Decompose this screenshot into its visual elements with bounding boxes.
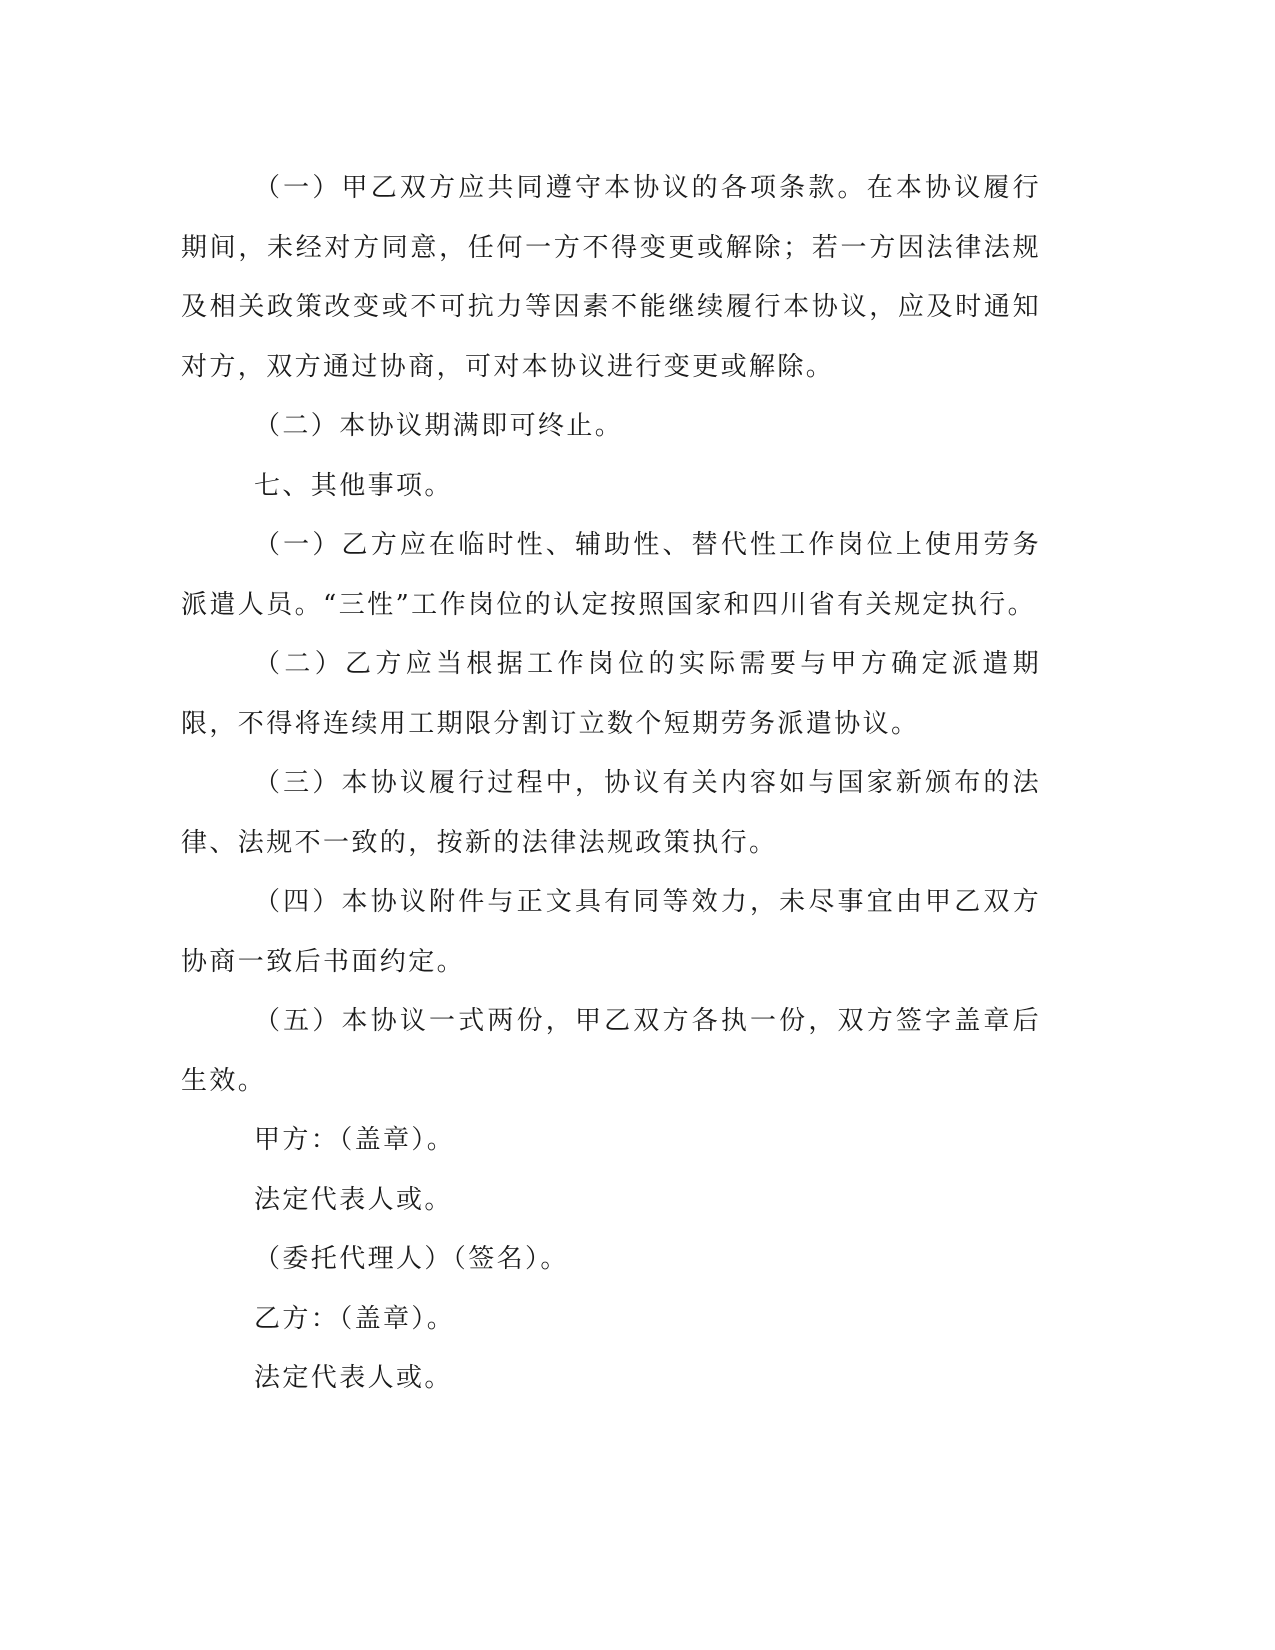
paragraph-clause-1-termination-change: （一）甲乙双方应共同遵守本协议的各项条款。在本协议履行期间，未经对方同意，任何一方不得变更或解除；若一方因法律法规及相关政策改变或不可抗力等因素不能继续履行本协议，应及时通知对方，双方通过协商，可对本协议进行变更或解除。 [181, 173, 1041, 382]
paragraph-other-5-copies: （五）本协议一式两份，甲乙双方各执一份，双方签字盖章后生效。 [181, 1006, 1041, 1096]
paragraph-other-2-dispatch-term: （二）乙方应当根据工作岗位的实际需要与甲方确定派遣期限，不得将连续用工期限分割订立数个短期劳务派遣协议。 [181, 649, 1041, 739]
paragraph-other-3-new-laws: （三）本协议履行过程中，协议有关内容如与国家新颁布的法律、法规不一致的，按新的法律法规政策执行。 [181, 768, 1041, 858]
party-a-seal-line: 甲方：（盖章）。 [254, 1125, 456, 1155]
party-b-representative-line: 法定代表人或。 [254, 1363, 453, 1393]
party-b-seal-line: 乙方：（盖章）。 [254, 1303, 456, 1334]
section-heading-other-matters: 七、其他事项。 [254, 470, 453, 501]
agent-signature-line: （委托代理人）（签名）。 [254, 1244, 569, 1274]
paragraph-clause-2-expiry: （二）本协议期满即可终止。 [254, 411, 624, 441]
document-body [181, 159, 1041, 1409]
paragraph-other-4-appendix: （四）本协议附件与正文具有同等效力，未尽事宜由甲乙双方协商一致后书面约定。 [181, 887, 1041, 977]
party-a-representative-line: 法定代表人或。 [254, 1184, 453, 1215]
signature-block [181, 1111, 1041, 1409]
paragraph-other-1-temporary-positions: （一）乙方应在临时性、辅助性、替代性工作岗位上使用劳务派遣人员。“三性”工作岗位的认定按照国家和四川省有关规定执行。 [181, 530, 1041, 620]
